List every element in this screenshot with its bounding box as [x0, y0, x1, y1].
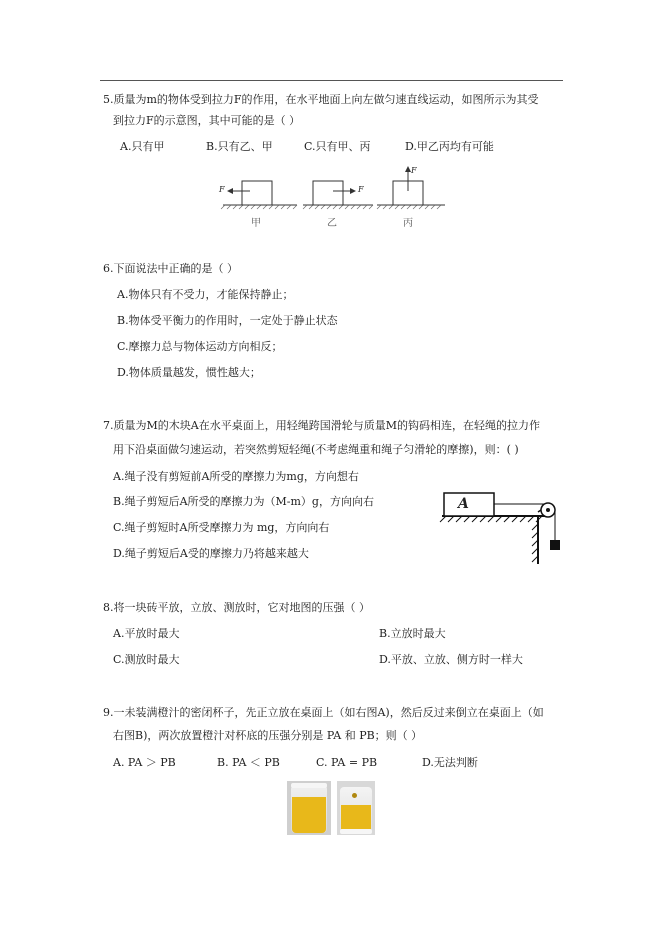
q5-option-a: A.只有甲	[120, 140, 165, 153]
q9-stem-line1: 9.一未装满橙汁的密闭杯子，先正立放在桌面上（如右图A)，然后反过来倒立在桌面上（如	[103, 706, 544, 719]
q6-option-d: D.物体质量越发，惯性越大；	[117, 366, 261, 379]
q8-option-a: A.平放时最大	[113, 627, 180, 640]
q8-stem: 8.将一块砖平放，立放、测放时，它对地图的压强（ ）	[103, 601, 370, 614]
q7-stem-line2: 用下沿桌面做匀速运动，若突然剪短轻绳(不考虑绳重和绳子匀滑轮的摩擦)，则：( )	[113, 443, 519, 456]
q9-cup-photo-a	[287, 781, 331, 835]
q9-option-c: C. PA = PB	[316, 756, 378, 769]
q5-stem-line2: 到拉力F的示意图，其中可能的是（ ）	[113, 114, 301, 127]
q7-option-a: A.绳子没有剪短前A所受的摩擦力为mg，方向想右	[113, 470, 359, 483]
q9-option-d: D.无法判断	[422, 756, 478, 769]
q6-option-b: B.物体受平衡力的作用时，一定处于静止状态	[117, 314, 338, 327]
q9-cup-photo-b	[337, 781, 375, 835]
q7-block-label: A	[458, 496, 469, 512]
q5-option-d: D.甲乙丙均有可能	[405, 140, 494, 153]
q5-stem-line1: 5.质量为m的物体受到拉力F的作用，在水平地面上向左做匀速直线运动，如图所示为其受	[103, 93, 539, 106]
q7-stem-line1: 7.质量为M的木块A在水平桌面上，用轻绳跨国滑轮与质量M的钩码相连，在轻绳的拉力作	[103, 419, 540, 432]
q8-option-b: B.立放时最大	[379, 627, 446, 640]
q5-force-label-jia: F	[219, 185, 225, 194]
header-rule	[100, 80, 563, 81]
q9-option-b: B. PA ＜ PB	[217, 756, 280, 769]
q6-stem: 6.下面说法中正确的是（ ）	[103, 262, 238, 275]
q5-option-c: C.只有甲、丙	[304, 140, 371, 153]
q9-stem-line2: 右图B)，两次放置橙汁对杯底的压强分别是 PA 和 PB；则（ ）	[113, 729, 423, 742]
q5-label-bing: 丙	[403, 218, 413, 229]
q9-option-a: A. PA ＞ PB	[113, 756, 176, 769]
q5-force-label-bing: F	[411, 166, 417, 175]
q6-option-c: C.摩擦力总与物体运动方向相反；	[117, 340, 283, 353]
q5-force-label-yi: F	[358, 185, 364, 194]
q8-option-d: D.平放、立放、侧方时一样大	[379, 653, 523, 666]
q5-label-yi: 乙	[327, 218, 337, 229]
q8-option-c: C.测放时最大	[113, 653, 180, 666]
q7-option-b: B.绳子剪短后A所受的摩擦力为（M-m）g，方向向右	[113, 495, 374, 508]
q7-option-d: D.绳子剪短后A受的摩擦力乃将越来越大	[113, 547, 309, 560]
q6-option-a: A.物体只有不受力，才能保持静止；	[117, 288, 294, 301]
q5-figure-jia	[221, 181, 297, 209]
q7-option-c: C.绳子剪短时A所受摩擦力为 mg，方向向右	[113, 521, 330, 534]
q5-option-b: B.只有乙、甲	[206, 140, 273, 153]
q5-label-jia: 甲	[251, 218, 261, 229]
